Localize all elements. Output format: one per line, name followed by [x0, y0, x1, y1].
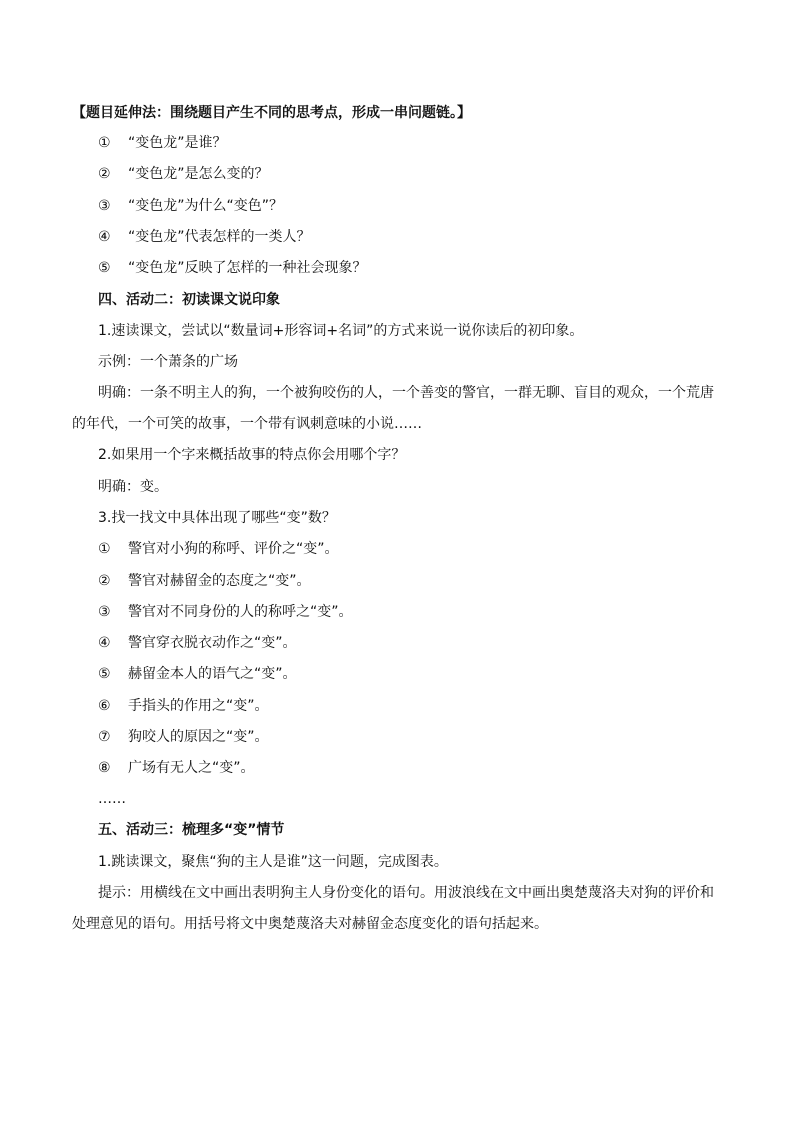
change-number: ①	[98, 541, 111, 557]
question-item	[98, 134, 227, 152]
change-text: 警官穿衣脱衣动作之“变”。	[128, 635, 297, 651]
change-item	[98, 634, 297, 652]
section5-task1: 1.跳读课文，聚焦“狗的主人是谁”这一问题，完成图表。	[98, 854, 448, 870]
section4-task1: 1.速读课文，尝试以“数量词+形容词+名词”的方式来说一说你读后的初印象。	[98, 323, 584, 339]
change-item	[98, 665, 297, 683]
change-number: ④	[98, 635, 111, 651]
section4-task2: 2.如果用一个字来概括故事的特点你会用哪个字？	[98, 447, 406, 463]
section4-ellipsis: ……	[98, 791, 126, 807]
section4-example: 示例：一个萧条的广场	[98, 354, 238, 370]
section5-tip-line2: 处理意见的语句。用括号将文中奥楚蔑洛夫对赫留金态度变化的语句括起来。	[72, 916, 548, 932]
section4-heading: 四、活动二：初读课文说印象	[98, 292, 280, 308]
section4-clarify2: 明确：变。	[98, 479, 168, 495]
question-number: ⑤	[98, 260, 111, 276]
change-text: 警官对小狗的称呼、评价之“变”。	[128, 541, 339, 557]
change-item	[98, 572, 311, 590]
change-number: ⑥	[98, 698, 111, 714]
question-item	[98, 259, 367, 277]
section4-task3: 3.找一找文中具体出现了哪些“变”数？	[98, 510, 336, 526]
question-text: “变色龙”是谁？	[128, 135, 227, 151]
change-number: ⑧	[98, 760, 111, 776]
section4-clarify-line2: 的年代，一个可笑的故事，一个带有讽刺意味的小说……	[72, 416, 422, 432]
change-number: ②	[98, 573, 111, 589]
change-text: 警官对赫留金的态度之“变”。	[128, 573, 311, 589]
question-number: ④	[98, 229, 111, 245]
question-text: “变色龙”反映了怎样的一种社会现象？	[128, 260, 367, 276]
change-number: ⑤	[98, 666, 111, 682]
question-text: “变色龙”代表怎样的一类人？	[128, 229, 311, 245]
change-item	[98, 540, 339, 558]
hint-title: 【题目延伸法：围绕题目产生不同的思考点，形成一串问题链。】	[72, 105, 471, 121]
question-text: “变色龙”是怎么变的？	[128, 166, 269, 182]
question-item	[98, 165, 269, 183]
section5-heading: 五、活动三：梳理多“变”情节	[98, 822, 285, 838]
question-text: “变色龙”为什么“变色”？	[128, 198, 284, 214]
question-number: ②	[98, 166, 111, 182]
change-number: ③	[98, 604, 111, 620]
section4-clarify-line1: 明确：一条不明主人的狗，一个被狗咬伤的人，一个善变的警官，一群无聊、盲目的观众，一个荒唐	[98, 385, 714, 401]
question-number: ③	[98, 198, 111, 214]
change-number: ⑦	[98, 729, 111, 745]
change-item	[98, 728, 269, 746]
question-item	[98, 228, 311, 246]
change-text: 赫留金本人的语气之“变”。	[128, 666, 297, 682]
change-text: 狗咬人的原因之“变”。	[128, 729, 269, 745]
section5-tip-line1: 提示：用横线在文中画出表明狗主人身份变化的语句。用波浪线在文中画出奥楚蔑洛夫对狗的评价和	[98, 885, 714, 901]
change-item	[98, 759, 255, 777]
change-item	[98, 603, 353, 621]
change-item	[98, 697, 269, 715]
question-item	[98, 197, 283, 215]
change-text: 手指头的作用之“变”。	[128, 698, 269, 714]
change-text: 警官对不同身份的人的称呼之“变”。	[128, 604, 353, 620]
question-number: ①	[98, 135, 111, 151]
change-text: 广场有无人之“变”。	[128, 760, 255, 776]
